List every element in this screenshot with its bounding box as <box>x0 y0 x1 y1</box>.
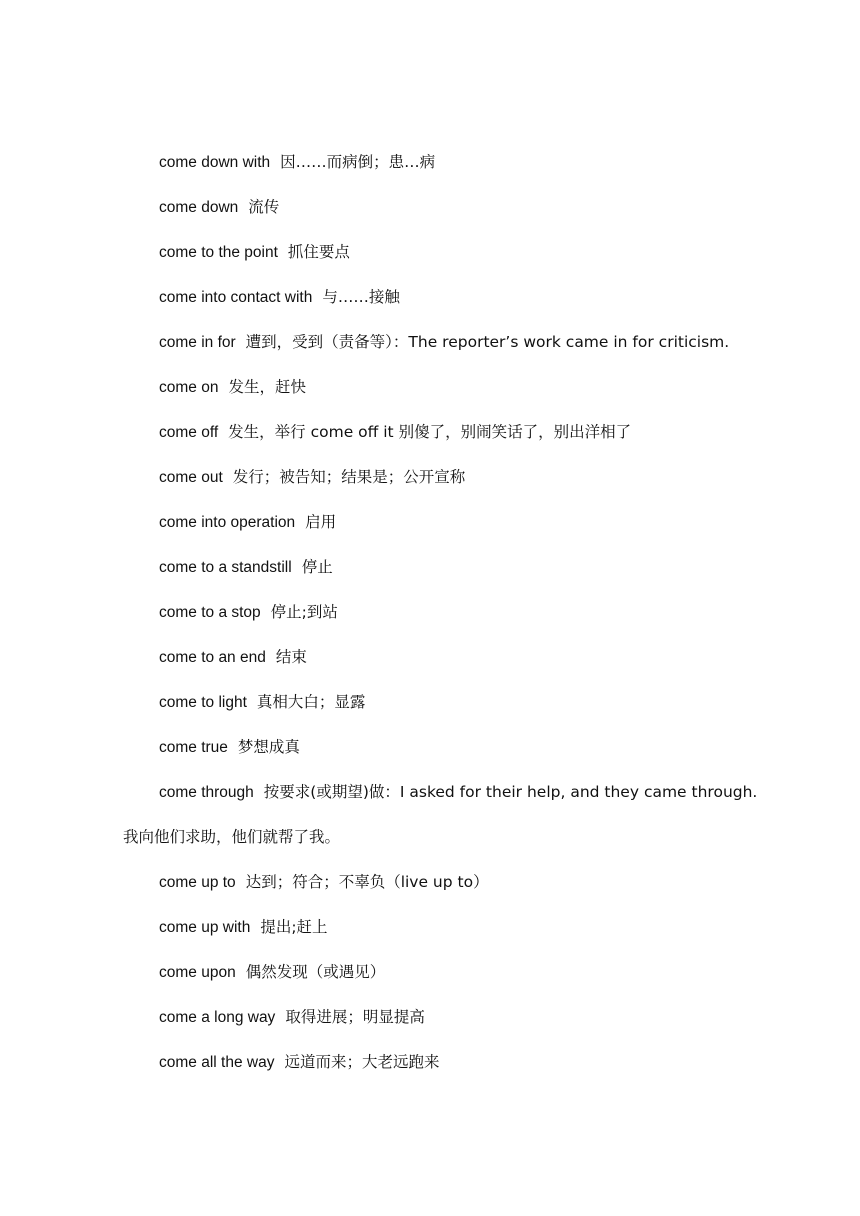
entry-phrase: come all the way <box>159 1054 275 1071</box>
entry-meaning: 偶然发现（或遇见） <box>245 963 386 981</box>
entry-meaning: 因……而病倒；患…病 <box>280 153 436 171</box>
entry-phrase: come into contact with <box>159 289 313 306</box>
list-item <box>0 635 860 680</box>
list-item <box>0 140 860 185</box>
entry-phrase: come in for <box>159 334 236 351</box>
entry-meaning: 启用 <box>305 513 337 531</box>
entry-meaning: 真相大白；显露 <box>256 693 366 711</box>
entry-phrase: come a long way <box>159 1009 276 1026</box>
entry-meaning: 提出;赶上 <box>260 918 328 936</box>
entry-phrase: come on <box>159 379 219 396</box>
list-item <box>0 725 860 770</box>
list-item <box>0 680 860 725</box>
list-item <box>0 410 860 455</box>
list-item <box>0 905 860 950</box>
list-item <box>0 590 860 635</box>
list-item <box>0 455 860 500</box>
phrase-list <box>0 140 860 1085</box>
entry-phrase: come to a standstill <box>159 559 292 576</box>
entry-meaning: 发行；被告知；结果是；公开宣称 <box>232 468 466 486</box>
entry-meaning: 取得进展；明显提高 <box>285 1008 425 1026</box>
entry-phrase: come to an end <box>159 649 266 666</box>
entry-meaning: 远道而来；大老远跑来 <box>284 1053 440 1071</box>
list-item <box>0 950 860 995</box>
entry-phrase: come to the point <box>159 244 278 261</box>
entry-meaning: 抓住要点 <box>287 243 350 261</box>
entry-meaning: 与……接触 <box>322 288 400 306</box>
entry-meaning: 发生，举行 come off it 别傻了，别闹笑话了，别出洋相了 <box>228 423 632 441</box>
entry-meaning: 流传 <box>248 198 280 216</box>
entry-phrase: come down <box>159 199 239 216</box>
entry-meaning: 结束 <box>275 648 307 666</box>
entry-phrase: come to light <box>159 694 247 711</box>
entry-phrase: come upon <box>159 964 236 981</box>
entry-phrase: come through <box>159 784 254 801</box>
entry-phrase: come out <box>159 469 223 486</box>
entry-meaning: 发生，赶快 <box>228 378 306 396</box>
list-item <box>0 230 860 275</box>
entry-meaning: 停止 <box>301 558 333 576</box>
list-item <box>0 770 860 815</box>
entry-meaning: 达到；符合；不辜负（live up to） <box>245 873 489 891</box>
entry-phrase: come up with <box>159 919 251 936</box>
entry-phrase: come up to <box>159 874 236 891</box>
list-item <box>0 545 860 590</box>
list-item <box>0 365 860 410</box>
list-item <box>0 275 860 320</box>
list-item <box>0 860 860 905</box>
entry-phrase: come off <box>159 424 219 441</box>
entry-phrase: come true <box>159 739 228 756</box>
entry-phrase: come to a stop <box>159 604 261 621</box>
entry-phrase: come into operation <box>159 514 296 531</box>
entry-meaning: 遭到，受到（责备等）：The reporter’s work came in for criticism. <box>245 333 730 351</box>
list-item <box>0 185 860 230</box>
entry-meaning-continuation: 我向他们求助，他们就帮了我。 <box>123 828 341 846</box>
list-item-continuation <box>0 815 860 860</box>
list-item <box>0 320 860 365</box>
entry-meaning: 停止;到站 <box>270 603 338 621</box>
entry-meaning: 按要求(或期望)做：I asked for their help, and they came through. <box>263 783 758 801</box>
list-item <box>0 995 860 1040</box>
list-item <box>0 1040 860 1085</box>
entry-phrase: come down with <box>159 154 271 171</box>
list-item <box>0 500 860 545</box>
entry-meaning: 梦想成真 <box>237 738 300 756</box>
